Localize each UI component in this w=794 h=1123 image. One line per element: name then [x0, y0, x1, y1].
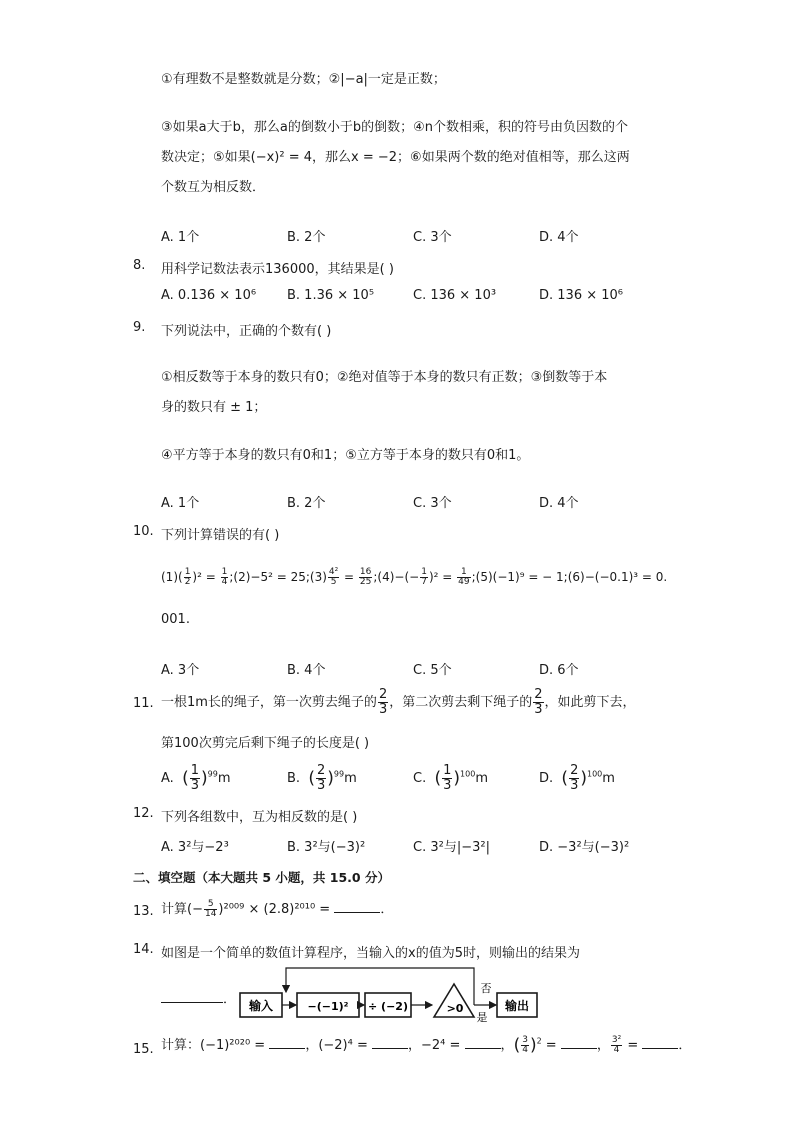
q10-expression-tail: 001. [161, 612, 190, 627]
q8-option-d[interactable]: D. 136 × 10⁶ [539, 288, 623, 303]
q7-option-c[interactable]: C. 3个 [413, 230, 452, 245]
q14-number: 14. [133, 942, 154, 957]
q7-statement-1: ①有理数不是整数就是分数；②|−a|一定是正数； [161, 72, 446, 87]
q15-blank-1[interactable] [269, 1036, 305, 1049]
q11-option-c[interactable]: C. ( $\frac{1}{3}$ )$^{100}$m [413, 763, 488, 793]
q11-text-line2: 第100次剪完后剩下绳子的长度是( ) [161, 736, 370, 751]
q7-statement-2c: 个数互为相反数． [161, 180, 266, 195]
q8-option-c[interactable]: C. 136 × 10³ [413, 288, 497, 303]
q11-option-b[interactable]: B. ( $\frac{2}{3}$ )$^{99}$m [287, 763, 357, 793]
q13-number: 13. [133, 904, 154, 919]
flow-step1-label: −(−1)² [307, 1000, 349, 1013]
q13-text: 计算(− $\frac{5}{14}$ )²⁰⁰⁹ × (2.8)²⁰¹⁰ = ． [161, 899, 394, 919]
q10-option-c[interactable]: C. 5个 [413, 663, 452, 678]
q8-option-b[interactable]: B. 1.36 × 10⁵ [287, 288, 375, 303]
fraction-two-thirds: $\frac{2}{3}$ [378, 687, 388, 717]
q9-number: 9. [133, 320, 146, 335]
q14-answer-blank[interactable] [161, 990, 223, 1003]
flow-no-label: 否 [480, 982, 492, 995]
q9-statement-1b: 身的数只有 ± 1； [161, 400, 267, 415]
q15-blank-2[interactable] [372, 1036, 408, 1049]
q10-option-b[interactable]: B. 4个 [287, 663, 326, 678]
q10-option-a[interactable]: A. 3个 [161, 663, 200, 678]
section-fill-in-title: 二、填空题（本大题共 5 小题，共 15.0 分） [133, 870, 390, 885]
fraction-5-14: $\frac{5}{14}$ [204, 899, 217, 919]
q12-text: 下列各组数中，互为相反数的是( ) [161, 810, 358, 825]
q11-text: 一根1m长的绳子，第一次剪去绳子的 $\frac{2}{3}$ ，第二次剪去剩下绳子的 $\frac{2}{3}$ ，如此剪下去， [161, 687, 636, 717]
q7-statement-2b: 数决定；⑤如果(−x)² = 4，那么x = −2；⑥如果两个数的绝对值相等，那么这两 [161, 150, 630, 165]
q14-flowchart [234, 962, 544, 1028]
q11-number: 11. [133, 696, 154, 711]
q15-blank-4[interactable] [561, 1036, 597, 1049]
q10-text: 下列计算错误的有( ) [161, 528, 280, 543]
q11-option-a[interactable]: A. ( $\frac{1}{3}$ )$^{99}$m [161, 763, 231, 793]
q9-text: 下列说法中，正确的个数有( ) [161, 324, 332, 339]
q14-text: 如图是一个简单的数值计算程序，当输入的x的值为5时，则输出的结果为 [161, 946, 580, 961]
q9-option-c[interactable]: C. 3个 [413, 496, 452, 511]
q8-text: 用科学记数法表示136000，其结果是( ) [161, 262, 394, 277]
flow-yes-label: 是 [476, 1011, 488, 1024]
fraction-half: $\frac{1}{2}$ [184, 567, 191, 587]
flow-input-label: 输入 [248, 999, 274, 1013]
q8-option-a[interactable]: A. 0.136 × 10⁶ [161, 288, 257, 303]
flow-output-label: 输出 [504, 999, 530, 1013]
q12-number: 12. [133, 806, 154, 821]
fraction-quarter: $\frac{1}{4}$ [221, 567, 228, 587]
q15-text: 计算：(−1)²⁰²⁰ = ，(−2)⁴ = ，−2⁴ = ，( $\frac{3}{4}$ )$^2$ = ， $\frac{\text{3²}}{4}$ = ． [161, 1035, 692, 1056]
flow-step2-label: ÷ (−2) [368, 1000, 408, 1013]
q9-statement-2: ④平方等于本身的数只有0和1；⑤立方等于本身的数只有0和1。 [161, 448, 530, 463]
fraction-16-25: $\frac{16}{25}$ [359, 567, 372, 587]
q15-number: 15. [133, 1042, 154, 1057]
q10-option-d[interactable]: D. 6个 [539, 663, 579, 678]
q9-option-a[interactable]: A. 1个 [161, 496, 200, 511]
q12-option-b[interactable]: B. 3²与(−3)² [287, 840, 366, 855]
q10-number: 10. [133, 524, 154, 539]
q9-option-b[interactable]: B. 2个 [287, 496, 326, 511]
q10-expression: (1)( $\frac{1}{2}$ )² = $\frac{1}{4}$ ;(2)−5² = 25;(3) $\frac{\text{4²}}{5}$ = $\frac{16}{25}$ ;(4)−(− $\frac{1}{7}$ )² = $\frac{1}{49}$ ;(5)(−1)⁹ = − 1;(6)−(−0.1)³ = 0. [161, 567, 668, 587]
q8-number: 8. [133, 258, 146, 273]
q12-option-a[interactable]: A. 3²与−2³ [161, 840, 229, 855]
q15-blank-3[interactable] [465, 1036, 501, 1049]
flow-condition-label: >0 [446, 1002, 464, 1015]
q12-option-c[interactable]: C. 3²与|−3²| [413, 840, 490, 855]
q7-option-a[interactable]: A. 1个 [161, 230, 200, 245]
q15-blank-5[interactable] [642, 1036, 678, 1049]
q7-option-b[interactable]: B. 2个 [287, 230, 326, 245]
q12-option-d[interactable]: D. −3²与(−3)² [539, 840, 630, 855]
q13-answer-blank[interactable] [334, 900, 380, 913]
fraction-seventh: $\frac{1}{7}$ [421, 567, 427, 587]
q7-statement-2a: ③如果a大于b，那么a的倒数小于b的倒数；④n个数相乘，积的符号由负因数的个 [161, 120, 628, 135]
q11-option-d[interactable]: D. ( $\frac{2}{3}$ )$^{100}$m [539, 763, 615, 793]
q9-statement-1a: ①相反数等于本身的数只有0；②绝对值等于本身的数只有正数；③倒数等于本 [161, 370, 608, 385]
q14-answer-line: ． [161, 988, 236, 1007]
q9-option-d[interactable]: D. 4个 [539, 496, 579, 511]
fraction-1-49: $\frac{1}{49}$ [458, 567, 470, 587]
fraction-4sq-5: $\frac{\text{4²}}{5}$ [328, 567, 339, 587]
fraction-two-thirds: $\frac{2}{3}$ [534, 687, 543, 717]
q7-option-d[interactable]: D. 4个 [539, 230, 579, 245]
